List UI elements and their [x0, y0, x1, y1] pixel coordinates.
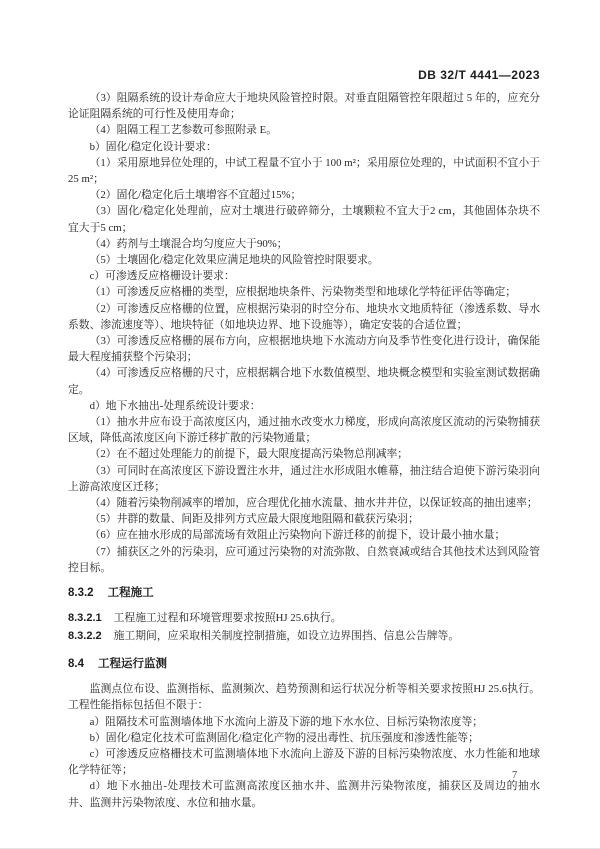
monitoring-intro: 监测点位布设、监测指标、监测频次、趋势预测和运行状况分析等相关要求按照HJ 25.6执行。工程性能指标包括但不限于： — [68, 683, 540, 712]
list-item: （5）井群的数量、间距及排列方式应最大限度地阻隔和截获污染羽； — [89, 513, 419, 526]
list-item: （3）固化/稳定化处理前，应对土壤进行破碎筛分，土壤颗粒不宜大于2 cm，其他固体杂块不宜大于5 cm； — [68, 205, 540, 234]
section-title: 工程运行监测 — [98, 658, 167, 671]
clause-text: 施工期间，应采取相关制度控制措施，如设立边界围挡、信息公告牌等。 — [113, 630, 460, 643]
monitoring-item: c）可渗透反应格栅技术可监测墙体地下水流向上游及下游的目标污染物浓度、水力性能和地球化学特征等； — [68, 747, 540, 777]
clause-8-3-2-1 — [68, 610, 540, 626]
section-title: 工程施工 — [107, 587, 154, 600]
monitoring-item: a）阻隔技术可监测墙体地下水流向上游及下游的地下水水位、目标污染物浓度等； — [89, 715, 484, 728]
clause-8-3-2-2 — [68, 628, 540, 644]
list-item: c）可渗透反应格栅设计要求： — [89, 270, 235, 283]
section-number: 8.3.2 — [68, 587, 94, 600]
list-item: （7）捕获区之外的污染羽，应可通过污染物的对流弥散、自然衰减或结合其他技术达到风险管控目标。 — [68, 545, 540, 574]
list-item: （6）应在抽水形成的局部流场有效阻止污染物向下游迁移的前提下，设计最小抽水量； — [89, 529, 506, 542]
clause-number: 8.3.2.2 — [68, 630, 102, 643]
list-item: （1）采用原地异位处理的，中试工程量不宜小于 100 m²；采用原位处理的，中试面积不宜小于 25 m²； — [68, 156, 540, 186]
list-item: （3）阻隔系统的设计寿命应大于地块风险管控时限。对垂直阻隔管控年限超过 5 年的，应充分论证阻隔系统的可行性及使用寿命； — [68, 92, 540, 121]
section-heading-8-4 — [68, 656, 540, 672]
list-item: （1）抽水井应布设于高浓度区内，通过抽水改变水力梯度，形成向高浓度区流动的污染物捕获区域，降低高浓度区向下游迁移扩散的污染物通量； — [68, 416, 540, 445]
monitoring-item: d）地下水抽出-处理技术可监测高浓度区抽水井、监测井污染物浓度，捕获区及周边的抽水井、监测井污染物浓度、水位和抽水量。 — [68, 780, 540, 809]
list-item: （4）药剂与土壤混合均匀度应大于90%； — [89, 237, 288, 250]
clause-text: 工程施工过程和环境管理要求按照HJ 25.6执行。 — [113, 612, 342, 625]
page-number: 7 — [512, 770, 518, 781]
list-item: （2）可渗透反应格栅的位置，应根据污染羽的时空分布、地块水文地质特征（渗透系数、导水系数、渗流速度等）、地块特征（如地块边界、地下设施等），确定安装的合适位置； — [68, 302, 540, 331]
monitoring-item: b）固化/稳定化技术可监测固化/稳定化产物的浸出毒性、抗压强度和渗透性能等； — [89, 731, 479, 744]
section-number: 8.4 — [68, 658, 84, 671]
list-item: （2）固化/稳定化后土壤增容不宜超过15%； — [89, 189, 302, 202]
list-item: （3）可同时在高浓度区下游设置注水井，通过注水形成阻水帷幕，抽注结合迫使下游污染羽向上游高浓度区迁移； — [68, 464, 540, 493]
clause-number: 8.3.2.1 — [68, 612, 102, 625]
list-item: （5）土壤固化/稳定化效果应满足地块的风险管控时限要求。 — [89, 254, 379, 267]
standard-number: DB 32/T 4441—2023 — [418, 68, 540, 82]
list-item: （1）可渗透反应格栅的类型，应根据地块条件、污染物类型和地球化学特征评估等确定； — [89, 286, 517, 299]
list-item: （3）可渗透反应格栅的展布方向，应根据地块地下水流动方向及季节性变化进行设计，确保能最大程度捕获整个污染羽； — [68, 335, 540, 364]
section-heading-8-3-2 — [68, 585, 540, 601]
list-item: （4）可渗透反应格栅的尺寸，应根据耦合地下水数值模型、地块概念模型和实验室测试数据确定。 — [68, 367, 540, 396]
list-item: （2）在不超过处理能力的前提下，最大限度提高污染物总削减率； — [89, 448, 409, 461]
list-item: d）地下水抽出-处理系统设计要求： — [89, 399, 261, 412]
page-content — [68, 90, 540, 811]
list-item: （4）阻隔工程工艺参数可参照附录 E。 — [89, 124, 278, 137]
list-item: b）固化/稳定化设计要求： — [89, 140, 217, 153]
list-item: （4）随着污染物削减率的增加，应合理优化抽水流量、抽水井井位，以保证较高的抽出速率； — [89, 497, 538, 510]
